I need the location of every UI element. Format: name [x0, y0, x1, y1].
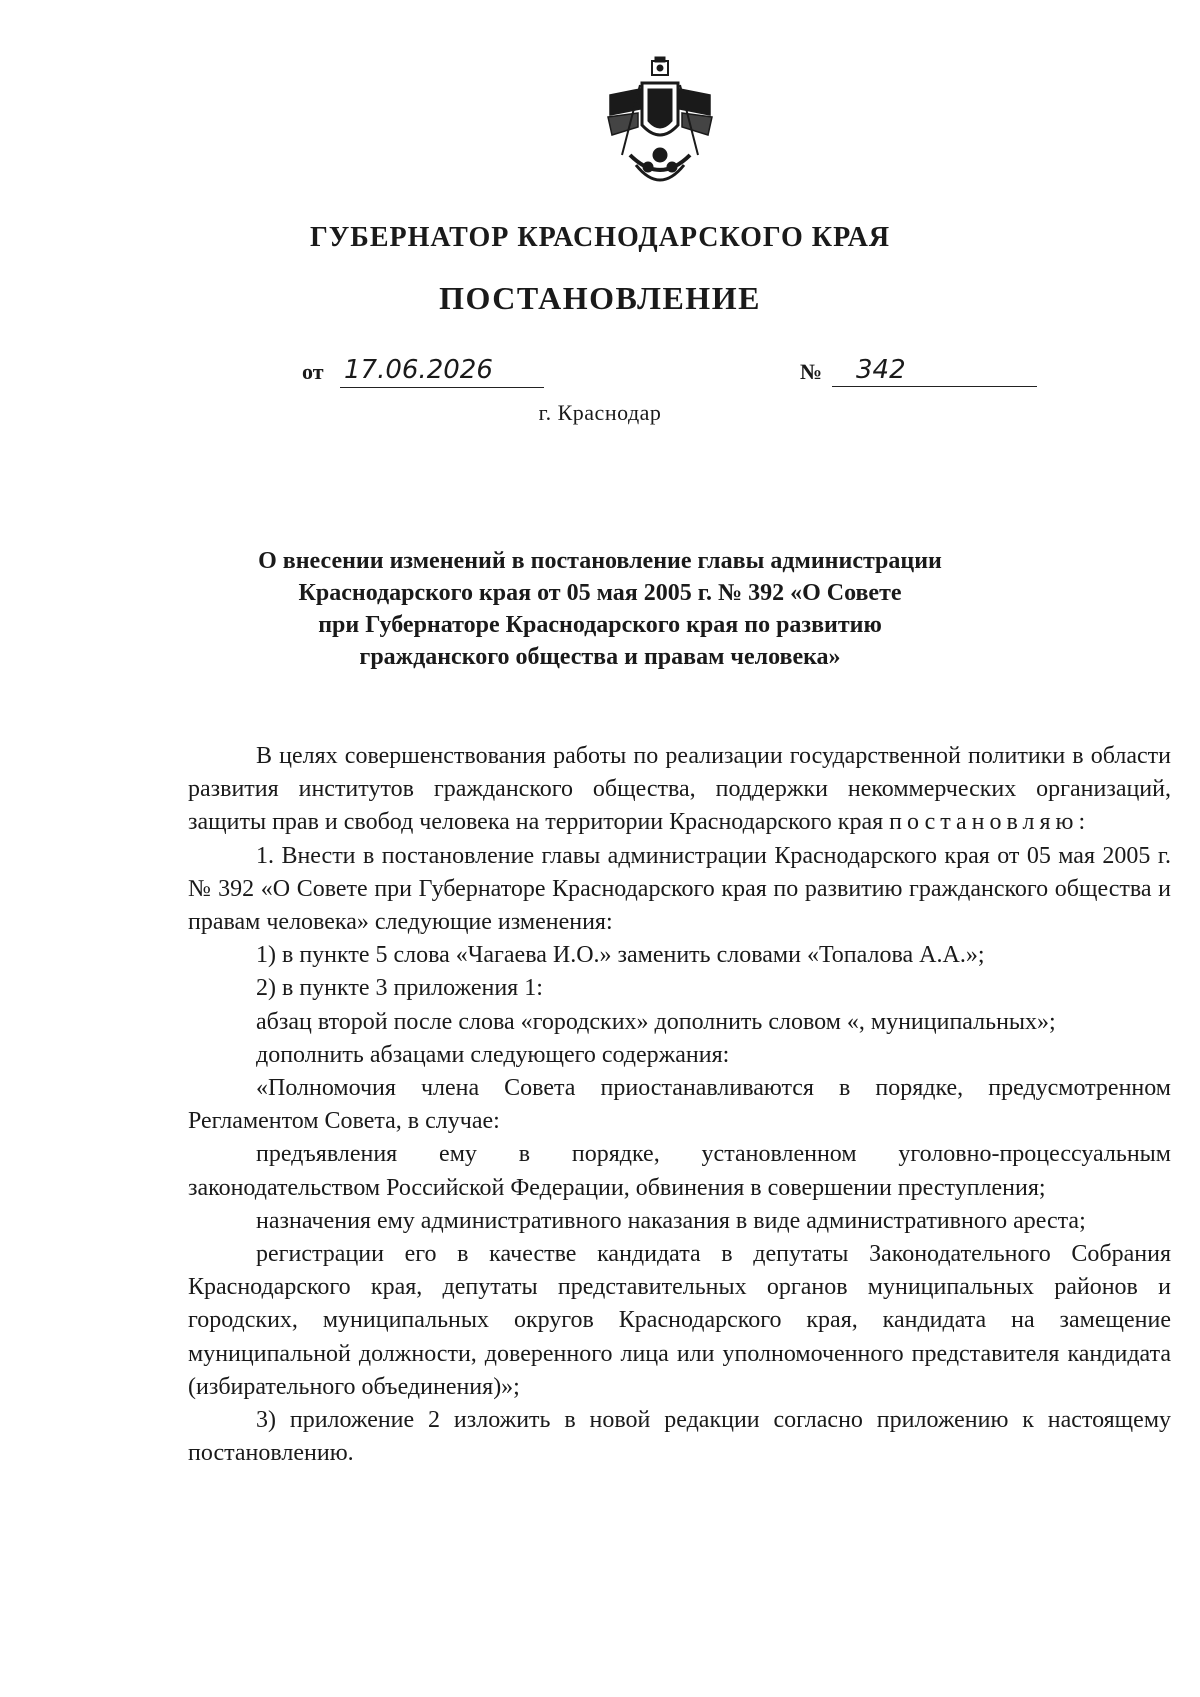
body-paragraph: «Полномочия члена Совета приостанавливаются в порядке, предусмотренном Регламентом Совета, в случае:	[188, 1075, 1171, 1135]
body-paragraph: дополнить абзацами следующего содержания:	[256, 1041, 730, 1068]
subject-line: при Губернаторе Краснодарского края по развитию	[318, 612, 882, 638]
date-value: 17.06.2026	[340, 355, 544, 388]
subject-line: Краснодарского края от 05 мая 2005 г. № 392 «О Совете	[298, 580, 902, 606]
body-paragraph: назначения ему административного наказания в виде административного ареста;	[256, 1207, 1086, 1234]
subject-line: О внесении изменений в постановление главы администрации	[258, 548, 942, 574]
body-paragraph	[188, 740, 1171, 840]
body-paragraph: 2) в пункте 3 приложения 1:	[256, 975, 543, 1002]
body-paragraph: абзац второй после слова «городских» дополнить словом «, муниципальных»;	[256, 1008, 1056, 1035]
number-label: №	[800, 359, 823, 384]
paragraph-text: В целях совершенствования работы по реализации государственной политики в области развития институтов гражданского общества, поддержки некоммерческих организаций, защиты прав и свобод человека на территории Краснодарского края	[188, 743, 1171, 836]
body-paragraph: 1. Внести в постановление главы администрации Краснодарского края от 05 мая 2005 г. № 392 «О Совете при Губернаторе Краснодарского края по развитию гражданского общества и правам человека» следующие изменения:	[188, 842, 1171, 936]
city: г. Краснодар	[538, 400, 662, 425]
paragraph-end: :	[1078, 809, 1086, 836]
subject-line: гражданского общества и правам человека»	[359, 644, 841, 670]
body-paragraph: предъявления ему в порядке, установленном уголовно-процессуальным законодательством Российской Федерации, обвинения в совершении преступления;	[188, 1141, 1171, 1201]
document-body	[188, 740, 1171, 1470]
body-paragraph: регистрации его в качестве кандидата в депутаты Законодательного Собрания Краснодарского края, депутаты представительных органов муниципальных районов и городских, муниципальных округов Краснодарского края, кандидата на замещение муниципальной должности, доверенного лица или уполномоченного представителя кандидата (избирательного объединения)»;	[188, 1241, 1171, 1400]
body-paragraph: 3) приложение 2 изложить в новой редакции согласно приложению к настоящему постановлению.	[188, 1407, 1171, 1467]
body-paragraph: 1) в пункте 5 слова «Чагаева И.О.» заменить словами «Топалова А.А.»;	[256, 942, 985, 969]
document-subject	[200, 545, 1000, 673]
document-type: ПОСТАНОВЛЕНИЕ	[439, 280, 761, 316]
date-number-row	[0, 355, 1200, 395]
number-value: 342	[832, 355, 1037, 387]
issuing-authority: ГУБЕРНАТОР КРАСНОДАРСКОГО КРАЯ	[309, 222, 891, 253]
coat-of-arms-icon	[600, 55, 720, 195]
date-label: от	[302, 359, 324, 384]
resolve-keyword: постановляю	[889, 809, 1079, 836]
